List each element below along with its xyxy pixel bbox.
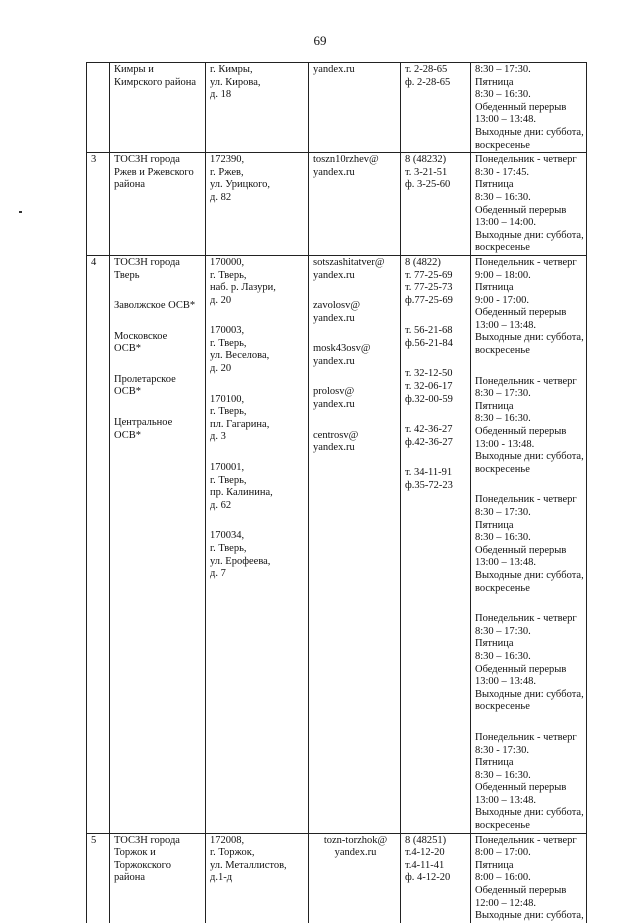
cell-line: prolosv@	[313, 386, 355, 398]
cell-line: 8:00 – 17:00.	[475, 847, 531, 859]
table-row	[87, 63, 587, 153]
cell-line: 8 (48232)	[405, 154, 447, 166]
cell-line: Кимрского района	[114, 76, 196, 88]
cell-line: д. 82	[210, 191, 232, 203]
table-row	[87, 255, 587, 833]
cell-line: ф. 3-25-60	[405, 179, 451, 191]
table-row	[87, 153, 587, 256]
cell-line: пр. Калинина,	[210, 487, 273, 499]
cell-line: 8:30 – 17:30.	[475, 388, 531, 400]
email-cell	[309, 833, 401, 923]
cell-line: ул. Урицкого,	[210, 179, 271, 191]
cell-line: Обеденный перерыв	[475, 101, 567, 113]
table-row	[87, 833, 587, 923]
cell-line: ТОСЗН города	[114, 256, 180, 268]
cell-line: Обеденный перерыв	[475, 426, 567, 438]
cell-line: г. Тверь,	[210, 269, 247, 281]
page-number: 69	[313, 33, 327, 48]
cell-line: yandex.ru	[313, 269, 355, 281]
cell-line: наб. р. Лазури,	[210, 282, 276, 294]
cell-line: Пятница	[475, 859, 514, 871]
cell-line: Обеденный перерыв	[475, 204, 567, 216]
cell-line: д. 20	[210, 363, 232, 375]
cell-line: ОСВ*	[114, 429, 141, 441]
organization-cell	[110, 255, 206, 833]
cell-line: ТОСЗН города	[114, 154, 180, 166]
cell-line: 9:00 - 17:00.	[475, 294, 529, 306]
cell-line: Выходные дни: суббота,	[475, 569, 584, 581]
cell-line: yandex.ru	[313, 399, 355, 411]
hours-cell	[471, 153, 587, 256]
cell-line: ф.32-00-59	[405, 393, 453, 405]
cell-line: Понедельник - четверг	[475, 154, 577, 166]
cell-line: yandex.ru	[313, 442, 355, 454]
cell-line: д. 3	[210, 431, 226, 443]
address-cell	[206, 153, 309, 256]
cell-line: т. 3-21-51	[405, 166, 448, 178]
cell-line: д. 18	[210, 89, 232, 101]
cell-line: ф.56-21-84	[405, 337, 453, 349]
cell-line: Пятница	[475, 757, 514, 769]
cell-line: ТОСЗН города	[114, 834, 180, 846]
cell-line: ул. Веселова,	[210, 350, 270, 362]
cell-line: Выходные дни: суббота,	[475, 910, 584, 922]
row-number: 4	[87, 255, 110, 833]
cell-line: Понедельник - четверг	[475, 834, 577, 846]
cell-line: воскресенье	[475, 345, 530, 357]
email-cell	[309, 255, 401, 833]
cell-line: 13:00 – 14:00.	[475, 217, 536, 229]
cell-line: ул. Кирова,	[210, 76, 261, 88]
cell-line: 13:00 – 13:48.	[475, 319, 536, 331]
cell-line: д.1-д	[210, 872, 233, 884]
cell-line: 8:30 - 17:45.	[475, 166, 529, 178]
cell-line: Выходные дни: суббота,	[475, 229, 584, 241]
cell-line: 170034,	[210, 530, 245, 542]
cell-line: 8:30 – 17:30.	[475, 64, 531, 75]
email-cell	[309, 63, 401, 153]
cell-line: т. 77-25-73	[405, 282, 453, 294]
cell-line: т. 34-11-91	[405, 467, 453, 479]
cell-line: т. 32-06-17	[405, 381, 453, 393]
cell-line: 8:00 – 16:00.	[475, 872, 531, 884]
cell-line: 172390,	[210, 154, 245, 166]
cell-line: 8:30 – 16:30.	[475, 413, 531, 425]
cell-line: пл. Гагарина,	[210, 418, 270, 430]
cell-line: ОСВ*	[114, 386, 141, 398]
cell-line: yandex.ru	[313, 64, 355, 75]
phone-cell	[401, 255, 471, 833]
cell-line: г. Торжок,	[210, 847, 255, 859]
cell-line: Выходные дни: суббота,	[475, 688, 584, 700]
cell-line: Торжок и	[114, 847, 156, 859]
phone-cell	[401, 63, 471, 153]
cell-line: 8:30 – 16:30.	[475, 89, 531, 101]
cell-line: 8:30 - 17:30.	[475, 744, 529, 756]
cell-line: района	[114, 179, 146, 191]
cell-line: yandex.ru	[313, 166, 355, 178]
cell-line: Понедельник - четверг	[475, 613, 577, 625]
cell-line: воскресенье	[475, 242, 530, 254]
organization-cell	[110, 833, 206, 923]
cell-line: Выходные дни: суббота,	[475, 807, 584, 819]
cell-line: 170000,	[210, 256, 245, 268]
address-cell	[206, 255, 309, 833]
cell-line: Понедельник - четверг	[475, 375, 577, 387]
row-number: 5	[87, 833, 110, 923]
cell-line: воскресенье	[475, 820, 530, 832]
cell-line: г. Тверь,	[210, 543, 247, 554]
cell-line: 8:30 – 17:30.	[475, 625, 531, 637]
cell-line: д. 20	[210, 294, 232, 306]
cell-line: ОСВ*	[114, 343, 141, 355]
cell-line: т. 56-21-68	[405, 325, 453, 337]
row-number	[87, 63, 110, 153]
cell-line: Пятница	[475, 76, 514, 88]
cell-line: 8:30 – 16:30.	[475, 532, 531, 544]
cell-line: г. Тверь,	[210, 337, 247, 349]
cell-line: centrosv@	[313, 429, 359, 441]
cell-line: Центральное	[114, 417, 173, 429]
cell-line: т. 2-28-65	[405, 64, 448, 75]
cell-line: Пролетарское	[114, 373, 176, 385]
email-cell	[309, 153, 401, 256]
offices-table	[86, 62, 587, 923]
cell-line: ф.77-25-69	[405, 294, 453, 306]
cell-line: 170003,	[210, 325, 245, 337]
cell-line: д. 7	[210, 568, 226, 580]
cell-line: 8:30 – 16:30.	[475, 650, 531, 662]
cell-line: Заволжское ОСВ*	[114, 300, 196, 312]
cell-line: Пятница	[475, 282, 514, 294]
cell-line: 12:00 – 12:48.	[475, 897, 536, 909]
cell-line: 8:30 – 16:30.	[475, 191, 531, 203]
cell-line: т. 77-25-69	[405, 269, 453, 281]
cell-line: 170001,	[210, 462, 245, 474]
cell-line: Кимры и	[114, 64, 154, 75]
cell-line: sotszashitatver@	[313, 256, 385, 268]
hours-cell	[471, 255, 587, 833]
cell-line: Московское	[114, 330, 168, 342]
cell-line: Выходные дни: суббота,	[475, 126, 584, 138]
cell-line: 8 (48251)	[405, 834, 447, 846]
cell-line: Обеденный перерыв	[475, 782, 567, 794]
cell-line: 13:00 – 13:48.	[475, 676, 536, 688]
cell-line: mosk43osv@	[313, 343, 371, 355]
cell-line: Понедельник - четверг	[475, 731, 577, 743]
hours-cell	[471, 833, 587, 923]
cell-line: zavolosv@	[313, 300, 360, 312]
address-cell	[206, 833, 309, 923]
cell-line: Обеденный перерыв	[475, 663, 567, 675]
cell-line: г. Тверь,	[210, 474, 247, 486]
cell-line: Обеденный перерыв	[475, 885, 567, 897]
cell-line: toszn10rzhev@	[313, 154, 379, 166]
hours-cell	[471, 63, 587, 153]
cell-line: воскресенье	[475, 463, 530, 475]
cell-line: 8:30 – 17:30.	[475, 507, 531, 518]
cell-line: 8:30 – 16:30.	[475, 769, 531, 781]
margin-mark	[19, 211, 22, 213]
organization-cell	[110, 63, 206, 153]
cell-line: ф.35-72-23	[405, 480, 453, 492]
address-cell	[206, 63, 309, 153]
cell-line: Торжокского	[114, 859, 171, 871]
row-number: 3	[87, 153, 110, 256]
cell-line: ф.42-36-27	[405, 436, 453, 448]
cell-line: Пятница	[475, 519, 514, 531]
organization-cell	[110, 153, 206, 256]
cell-line: 8 (4822)	[405, 256, 441, 268]
cell-line: Выходные дни: суббота,	[475, 332, 584, 344]
cell-line: 170100,	[210, 393, 245, 405]
cell-line: ф. 4-12-20	[405, 872, 451, 884]
cell-line: Выходные дни: суббота,	[475, 451, 584, 463]
cell-line: Обеденный перерыв	[475, 544, 567, 556]
cell-line: т.4-11-41	[405, 859, 445, 871]
cell-line: 13:00 – 13:48.	[475, 557, 536, 569]
cell-line: 13:00 - 13:48.	[475, 438, 535, 450]
cell-line: Тверь	[114, 269, 140, 281]
cell-line: района	[114, 872, 146, 884]
cell-line: 13:00 – 13:48.	[475, 794, 536, 806]
cell-line: г. Кимры,	[210, 64, 253, 75]
cell-line: воскресенье	[475, 582, 530, 594]
cell-line: tozn-torzhok@	[323, 834, 388, 846]
cell-line: т. 32-12-50	[405, 368, 453, 380]
cell-line: Пятница	[475, 638, 514, 650]
cell-line: yandex.ru	[313, 312, 355, 324]
cell-line: т.4-12-20	[405, 847, 445, 859]
cell-line: 172008,	[210, 834, 245, 846]
cell-line: Пятница	[475, 400, 514, 412]
phone-cell	[401, 153, 471, 256]
cell-line: 13:00 – 13:48.	[475, 114, 536, 126]
phone-cell	[401, 833, 471, 923]
cell-line: ул. Ерофеева,	[210, 555, 271, 567]
cell-line: т. 42-36-27	[405, 424, 453, 436]
cell-line: Обеденный перерыв	[475, 307, 567, 319]
cell-line: г. Ржев,	[210, 166, 244, 178]
cell-line: ул. Металлистов,	[210, 859, 287, 871]
cell-line: ф. 2-28-65	[405, 76, 451, 88]
cell-line: г. Тверь,	[210, 406, 247, 418]
cell-line: Понедельник - четверг	[475, 256, 577, 268]
cell-line: Пятница	[475, 179, 514, 191]
cell-line: 9:00 – 18:00.	[475, 269, 531, 281]
cell-line: воскресенье	[475, 701, 530, 713]
cell-line: yandex.ru	[334, 847, 377, 859]
cell-line: д. 62	[210, 499, 232, 511]
cell-line: Ржев и Ржевского	[114, 166, 194, 178]
cell-line: yandex.ru	[313, 355, 355, 367]
cell-line: Понедельник - четверг	[475, 494, 577, 506]
cell-line: воскресенье	[475, 139, 530, 151]
